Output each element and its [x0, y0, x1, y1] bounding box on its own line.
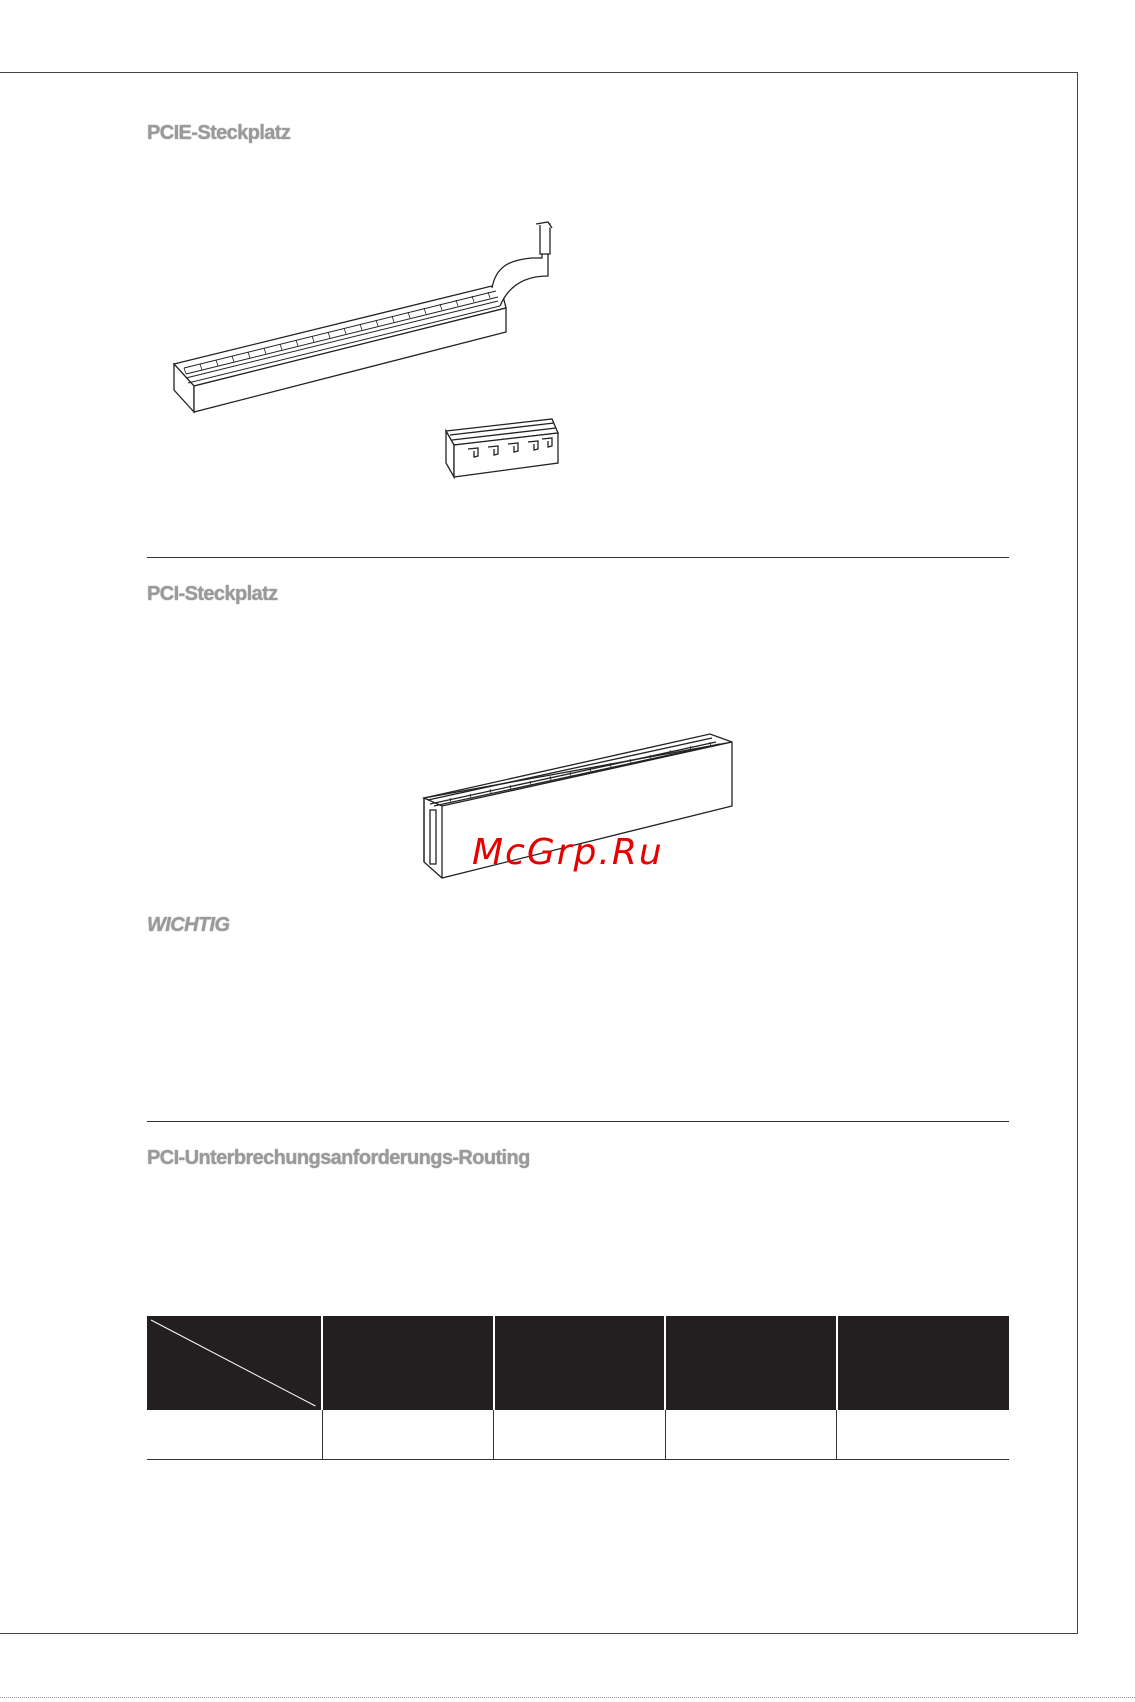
- table-cell: [322, 1410, 493, 1460]
- page-frame-top: [0, 72, 1078, 73]
- table-row: [147, 1410, 1009, 1460]
- section-divider-1: [147, 557, 1009, 558]
- table-cell: [837, 1410, 1009, 1460]
- irq-routing-section-heading: PCI-Unterbrechungsanforderungs-Routing: [147, 1147, 530, 1169]
- pcie-section-heading: PCIE-Steckplatz: [147, 122, 291, 144]
- mcgrp-watermark: McGrp.Ru: [472, 832, 664, 873]
- diagonal-split-line: [147, 1316, 321, 1410]
- important-note-heading: WICHTIG: [147, 914, 230, 936]
- page-frame-bottom: [0, 1633, 1078, 1634]
- page-frame-right: [1077, 72, 1078, 1634]
- irq-routing-table: [147, 1316, 1009, 1460]
- page-bottom-dotted-edge: [0, 1697, 1135, 1698]
- pci-section-heading: PCI-Steckplatz: [147, 583, 278, 605]
- table-cell: [494, 1410, 665, 1460]
- table-header-cell: [665, 1316, 836, 1410]
- pcie-x16-slot-illustration: [170, 218, 590, 498]
- table-header-cell: [494, 1316, 665, 1410]
- table-header-row: [147, 1316, 1009, 1410]
- table-cell: [665, 1410, 836, 1460]
- table-cell: [147, 1410, 322, 1460]
- table-header-cell: [322, 1316, 493, 1410]
- table-corner-cell: [147, 1316, 322, 1410]
- table-header-cell: [837, 1316, 1009, 1410]
- section-divider-2: [147, 1121, 1009, 1122]
